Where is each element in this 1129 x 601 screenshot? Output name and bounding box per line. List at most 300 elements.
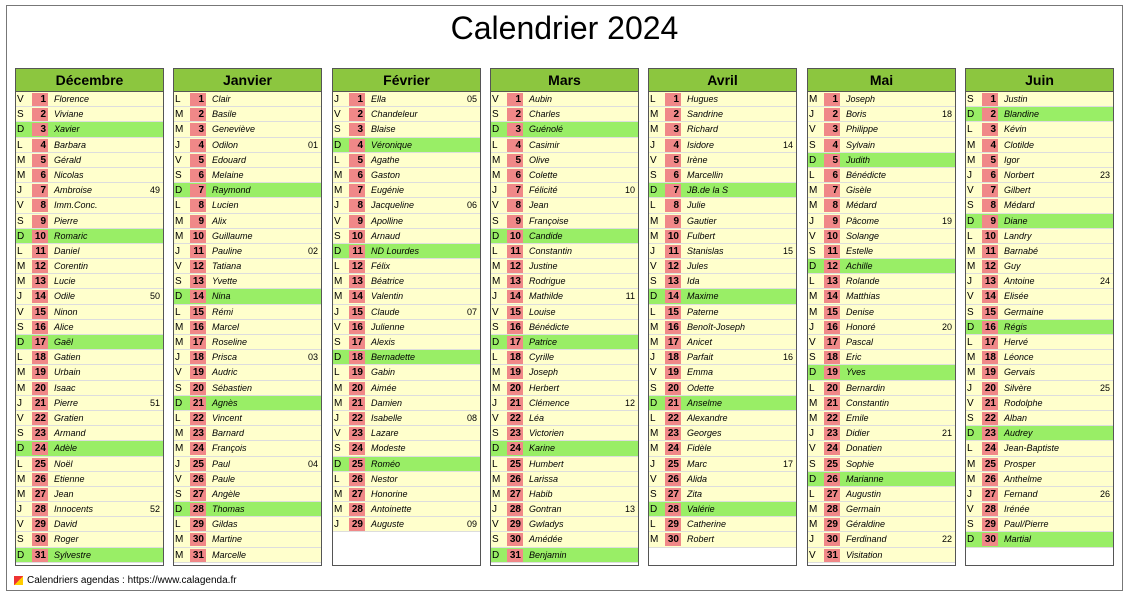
day-number: 5 bbox=[349, 154, 365, 167]
saint-name: Pascal bbox=[846, 337, 874, 347]
day-row bbox=[333, 426, 480, 441]
day-row bbox=[174, 198, 321, 213]
day-row bbox=[649, 396, 796, 411]
day-letter: S bbox=[967, 519, 974, 531]
saint-name: Stanislas bbox=[687, 245, 724, 256]
day-number: 4 bbox=[824, 139, 840, 152]
day-number: 7 bbox=[665, 184, 681, 197]
day-letter: S bbox=[809, 458, 816, 470]
day-row bbox=[16, 532, 163, 547]
saint-name: Patrice bbox=[529, 337, 558, 347]
day-row bbox=[649, 198, 796, 213]
day-letter: V bbox=[492, 200, 499, 212]
day-row bbox=[808, 244, 955, 259]
day-letter: J bbox=[175, 352, 180, 364]
footer[interactable] bbox=[14, 575, 237, 586]
day-letter: M bbox=[17, 473, 26, 485]
day-number: 16 bbox=[190, 321, 206, 334]
day-number: 28 bbox=[507, 503, 523, 516]
day-letter: D bbox=[17, 337, 25, 348]
saint-name: Félicité bbox=[529, 185, 558, 196]
day-row bbox=[966, 457, 1113, 472]
day-letter: D bbox=[17, 443, 25, 455]
day-number: 2 bbox=[190, 108, 206, 121]
day-number: 14 bbox=[190, 290, 206, 303]
saint-name: Gaston bbox=[371, 169, 401, 180]
day-letter: S bbox=[492, 534, 499, 546]
day-letter: M bbox=[650, 109, 659, 121]
day-letter: J bbox=[334, 200, 339, 212]
day-row bbox=[649, 229, 796, 244]
day-letter: M bbox=[650, 321, 659, 333]
day-letter: V bbox=[650, 154, 657, 166]
day-number: 18 bbox=[824, 351, 840, 364]
saint-name: Bernadette bbox=[371, 352, 416, 363]
day-number: 25 bbox=[507, 458, 523, 471]
day-number: 22 bbox=[665, 412, 681, 425]
day-letter: M bbox=[175, 428, 184, 440]
day-letter: S bbox=[175, 382, 182, 394]
day-row bbox=[174, 229, 321, 244]
day-row bbox=[491, 396, 638, 411]
saint-name: Cyrille bbox=[529, 352, 555, 363]
day-number: 10 bbox=[824, 230, 840, 243]
day-letter: L bbox=[175, 519, 181, 531]
day-number: 8 bbox=[190, 199, 206, 212]
day-letter: M bbox=[492, 367, 501, 379]
saint-name: Benjamin bbox=[529, 549, 567, 560]
day-letter: M bbox=[492, 154, 501, 166]
day-row bbox=[174, 244, 321, 259]
day-number: 23 bbox=[665, 427, 681, 440]
day-letter: V bbox=[809, 124, 816, 136]
saint-name: Etienne bbox=[54, 473, 85, 484]
saint-name: Guy bbox=[1004, 261, 1021, 272]
day-row bbox=[649, 487, 796, 502]
day-letter: L bbox=[175, 412, 181, 424]
month-header: Janvier bbox=[174, 69, 321, 92]
day-number: 10 bbox=[190, 230, 206, 243]
saint-name: Alida bbox=[687, 473, 708, 484]
day-letter: J bbox=[650, 352, 655, 364]
saint-name: Louise bbox=[529, 306, 556, 317]
day-number: 26 bbox=[190, 473, 206, 486]
day-number: 11 bbox=[507, 245, 523, 258]
day-row bbox=[174, 153, 321, 168]
day-number: 28 bbox=[982, 503, 998, 516]
day-letter: J bbox=[809, 321, 814, 333]
day-row bbox=[966, 335, 1113, 350]
day-number: 30 bbox=[665, 533, 681, 546]
day-letter: D bbox=[967, 534, 975, 546]
day-number: 1 bbox=[824, 93, 840, 106]
week-number: 50 bbox=[149, 291, 160, 302]
saint-name: Odile bbox=[54, 291, 76, 302]
saint-name: Barbara bbox=[54, 139, 87, 150]
day-row bbox=[966, 214, 1113, 229]
day-number: 27 bbox=[507, 488, 523, 501]
month-column bbox=[490, 68, 639, 566]
saint-name: Joseph bbox=[846, 94, 876, 104]
day-letter: M bbox=[967, 473, 976, 485]
day-number: 23 bbox=[982, 427, 998, 440]
day-letter: M bbox=[650, 215, 659, 227]
day-number: 13 bbox=[982, 275, 998, 288]
day-row bbox=[16, 335, 163, 350]
day-number: 29 bbox=[982, 518, 998, 531]
day-number: 17 bbox=[349, 336, 365, 349]
day-letter: D bbox=[650, 504, 658, 516]
day-row bbox=[966, 122, 1113, 137]
day-row bbox=[966, 381, 1113, 396]
day-letter: L bbox=[650, 200, 656, 212]
week-number: 03 bbox=[307, 352, 318, 363]
day-row bbox=[174, 487, 321, 502]
saint-name: Vincent bbox=[212, 412, 242, 423]
day-number: 23 bbox=[190, 427, 206, 440]
saint-name: Gisèle bbox=[846, 185, 872, 196]
day-number: 13 bbox=[190, 275, 206, 288]
day-number: 22 bbox=[507, 412, 523, 425]
saint-name: Constantin bbox=[529, 245, 573, 256]
saint-name: Visitation bbox=[846, 549, 883, 560]
day-number: 27 bbox=[32, 488, 48, 501]
day-row bbox=[966, 487, 1113, 502]
day-row bbox=[649, 244, 796, 259]
day-letter: L bbox=[175, 306, 181, 318]
day-letter: D bbox=[809, 367, 817, 379]
day-number: 16 bbox=[824, 321, 840, 334]
day-row bbox=[649, 441, 796, 456]
day-row bbox=[966, 259, 1113, 274]
day-row bbox=[174, 350, 321, 365]
day-number: 7 bbox=[507, 184, 523, 197]
saint-name: Sylvain bbox=[846, 139, 876, 150]
day-row bbox=[333, 259, 480, 274]
day-letter: S bbox=[17, 321, 24, 333]
saint-name: Odilon bbox=[212, 139, 239, 150]
footer-text[interactable]: Calendriers agendas : https://www.calagenda.fr bbox=[27, 575, 237, 586]
saint-name: Colette bbox=[529, 169, 558, 180]
day-row bbox=[16, 153, 163, 168]
day-number: 13 bbox=[665, 275, 681, 288]
day-number: 15 bbox=[32, 306, 48, 319]
day-row bbox=[174, 320, 321, 335]
saint-name: Bénédicte bbox=[846, 169, 887, 180]
day-row bbox=[808, 107, 955, 122]
day-number: 18 bbox=[665, 351, 681, 364]
day-number: 14 bbox=[824, 290, 840, 303]
day-number: 16 bbox=[349, 321, 365, 334]
saint-name: Adèle bbox=[54, 443, 78, 454]
day-number: 19 bbox=[982, 366, 998, 379]
day-row bbox=[333, 244, 480, 259]
day-letter: J bbox=[17, 185, 22, 197]
day-number: 17 bbox=[32, 336, 48, 349]
saint-name: Denise bbox=[846, 306, 875, 317]
day-number: 9 bbox=[507, 215, 523, 228]
page-title: Calendrier 2024 bbox=[450, 10, 679, 46]
day-letter: V bbox=[967, 397, 974, 409]
day-row bbox=[491, 214, 638, 229]
day-row bbox=[649, 168, 796, 183]
day-number: 30 bbox=[824, 533, 840, 546]
day-letter: L bbox=[809, 488, 815, 500]
day-letter: J bbox=[17, 397, 22, 409]
day-row bbox=[808, 502, 955, 517]
day-letter: M bbox=[492, 488, 501, 500]
day-row bbox=[491, 92, 638, 107]
day-number: 18 bbox=[190, 351, 206, 364]
day-number: 19 bbox=[349, 366, 365, 379]
day-letter: M bbox=[334, 169, 343, 181]
day-letter: J bbox=[334, 412, 339, 424]
day-number: 23 bbox=[349, 427, 365, 440]
day-letter: J bbox=[334, 94, 339, 105]
day-row bbox=[491, 244, 638, 259]
day-letter: V bbox=[334, 109, 341, 121]
week-number: 01 bbox=[307, 139, 318, 150]
day-number: 16 bbox=[982, 321, 998, 334]
saint-name: Xavier bbox=[54, 124, 80, 135]
saint-name: Prisca bbox=[212, 352, 238, 363]
day-number: 25 bbox=[349, 458, 365, 471]
day-number: 26 bbox=[349, 473, 365, 486]
day-row bbox=[333, 198, 480, 213]
day-number: 26 bbox=[982, 473, 998, 486]
day-letter: V bbox=[334, 321, 341, 333]
day-row bbox=[174, 411, 321, 426]
day-letter: D bbox=[175, 397, 183, 409]
saint-name: Larissa bbox=[529, 473, 559, 484]
day-row bbox=[966, 289, 1113, 304]
day-number: 17 bbox=[665, 336, 681, 349]
day-number: 20 bbox=[507, 382, 523, 395]
day-row bbox=[808, 532, 955, 547]
day-letter: J bbox=[809, 215, 814, 227]
day-row bbox=[333, 92, 480, 107]
day-letter: S bbox=[967, 200, 974, 212]
day-row bbox=[174, 168, 321, 183]
day-number: 2 bbox=[507, 108, 523, 121]
day-letter: D bbox=[492, 549, 500, 561]
day-number: 4 bbox=[190, 139, 206, 152]
day-number: 21 bbox=[349, 397, 365, 410]
saint-name: Zita bbox=[687, 488, 703, 499]
day-number: 3 bbox=[982, 123, 998, 136]
day-number: 10 bbox=[32, 230, 48, 243]
day-row bbox=[333, 153, 480, 168]
day-row bbox=[808, 472, 955, 487]
day-row bbox=[491, 335, 638, 350]
saint-name: Nicolas bbox=[54, 169, 84, 180]
day-row bbox=[333, 107, 480, 122]
week-number: 04 bbox=[307, 458, 318, 469]
day-letter: J bbox=[809, 109, 814, 121]
day-number: 10 bbox=[507, 230, 523, 243]
day-number: 27 bbox=[982, 488, 998, 501]
day-letter: L bbox=[17, 139, 23, 151]
day-letter: V bbox=[334, 428, 341, 440]
day-row bbox=[649, 365, 796, 380]
day-number: 23 bbox=[507, 427, 523, 440]
day-letter: M bbox=[650, 230, 659, 242]
saint-name: Marcellin bbox=[687, 169, 724, 180]
day-row bbox=[333, 214, 480, 229]
day-row bbox=[808, 426, 955, 441]
day-row bbox=[808, 274, 955, 289]
day-row bbox=[649, 305, 796, 320]
day-row bbox=[491, 426, 638, 441]
day-row bbox=[333, 396, 480, 411]
saint-name: Bénédicte bbox=[529, 321, 570, 332]
saint-name: Marianne bbox=[846, 473, 884, 484]
day-letter: M bbox=[492, 261, 501, 273]
saint-name: Alexandre bbox=[687, 412, 728, 423]
day-letter: L bbox=[175, 94, 181, 105]
day-letter: D bbox=[809, 154, 817, 166]
day-number: 1 bbox=[190, 93, 206, 106]
day-number: 6 bbox=[824, 169, 840, 182]
day-row bbox=[333, 472, 480, 487]
saint-name: Rolande bbox=[846, 276, 880, 287]
day-number: 9 bbox=[665, 215, 681, 228]
day-letter: M bbox=[967, 367, 976, 379]
day-row bbox=[491, 502, 638, 517]
day-row bbox=[649, 426, 796, 441]
day-number: 8 bbox=[507, 199, 523, 212]
day-number: 13 bbox=[824, 275, 840, 288]
saint-name: Solange bbox=[846, 230, 880, 241]
day-number: 29 bbox=[349, 518, 365, 531]
saint-name: Olive bbox=[529, 154, 550, 165]
day-number: 5 bbox=[665, 154, 681, 167]
day-row bbox=[333, 487, 480, 502]
day-row bbox=[333, 122, 480, 137]
day-letter: D bbox=[967, 109, 975, 121]
month-column bbox=[965, 68, 1114, 566]
saint-name: Gérald bbox=[54, 154, 82, 165]
day-letter: D bbox=[967, 215, 975, 227]
day-number: 13 bbox=[32, 275, 48, 288]
day-number: 25 bbox=[190, 458, 206, 471]
day-row bbox=[491, 274, 638, 289]
day-row bbox=[333, 457, 480, 472]
day-letter: M bbox=[967, 261, 976, 273]
day-letter: D bbox=[650, 291, 658, 303]
day-row bbox=[966, 517, 1113, 532]
day-number: 12 bbox=[507, 260, 523, 273]
saint-name: Blandine bbox=[1004, 109, 1040, 120]
day-letter: M bbox=[175, 534, 184, 546]
day-letter: V bbox=[809, 337, 816, 348]
day-number: 29 bbox=[507, 518, 523, 531]
day-number: 3 bbox=[32, 123, 48, 136]
day-row bbox=[333, 517, 480, 532]
day-row bbox=[649, 381, 796, 396]
saint-name: Modeste bbox=[371, 443, 406, 454]
day-letter: S bbox=[17, 534, 24, 546]
day-row bbox=[966, 198, 1113, 213]
day-letter: S bbox=[17, 428, 24, 440]
day-number: 30 bbox=[507, 533, 523, 546]
day-number: 14 bbox=[982, 290, 998, 303]
day-letter: V bbox=[175, 261, 182, 273]
day-letter: D bbox=[334, 352, 342, 364]
saint-name: Aubin bbox=[529, 94, 553, 104]
saint-name: Léa bbox=[529, 412, 545, 423]
day-letter: M bbox=[17, 154, 26, 166]
day-row bbox=[16, 168, 163, 183]
saint-name: Auguste bbox=[371, 519, 405, 530]
day-number: 24 bbox=[190, 442, 206, 455]
day-row bbox=[491, 289, 638, 304]
day-row bbox=[174, 548, 321, 563]
day-row bbox=[966, 107, 1113, 122]
saint-name: Constantin bbox=[846, 397, 890, 408]
week-number: 11 bbox=[625, 291, 635, 302]
day-row bbox=[16, 122, 163, 137]
day-letter: L bbox=[334, 154, 340, 166]
week-number: 23 bbox=[1099, 169, 1110, 180]
day-letter: J bbox=[175, 139, 180, 151]
saint-name: Habib bbox=[529, 488, 553, 499]
day-letter: S bbox=[650, 169, 657, 181]
saint-name: Hugues bbox=[687, 94, 719, 104]
saint-name: Romaric bbox=[54, 230, 88, 241]
saint-name: Sandrine bbox=[687, 109, 724, 120]
saint-name: Clotilde bbox=[1004, 139, 1035, 150]
saint-name: Donatien bbox=[846, 443, 883, 454]
saint-name: Augustin bbox=[846, 488, 882, 499]
day-row bbox=[649, 289, 796, 304]
day-letter: M bbox=[334, 397, 343, 409]
saint-name: Innocents bbox=[54, 504, 94, 515]
day-row bbox=[649, 517, 796, 532]
saint-name: Pierre bbox=[54, 397, 79, 408]
day-letter: S bbox=[967, 412, 974, 424]
day-number: 1 bbox=[982, 93, 998, 106]
day-row bbox=[808, 411, 955, 426]
week-number: 16 bbox=[782, 352, 793, 363]
calagenda-logo-icon bbox=[14, 576, 23, 585]
day-number: 3 bbox=[349, 123, 365, 136]
day-letter: V bbox=[809, 443, 816, 455]
day-letter: S bbox=[17, 109, 24, 121]
day-letter: S bbox=[809, 352, 816, 364]
day-number: 6 bbox=[665, 169, 681, 182]
saint-name: Candide bbox=[529, 230, 563, 241]
month-column bbox=[332, 68, 481, 566]
day-letter: M bbox=[175, 549, 184, 561]
month-header: Février bbox=[333, 69, 480, 92]
day-row bbox=[333, 502, 480, 517]
day-number: 4 bbox=[349, 139, 365, 152]
saint-name: Barnard bbox=[212, 428, 245, 439]
day-row bbox=[174, 517, 321, 532]
day-number: 26 bbox=[824, 473, 840, 486]
day-number: 3 bbox=[824, 123, 840, 136]
day-row bbox=[174, 335, 321, 350]
day-letter: J bbox=[492, 397, 497, 409]
saint-name: Melaine bbox=[212, 169, 244, 180]
day-letter: V bbox=[17, 200, 24, 212]
day-row bbox=[16, 92, 163, 107]
day-row bbox=[808, 198, 955, 213]
day-row bbox=[16, 517, 163, 532]
saint-name: Germaine bbox=[1004, 306, 1044, 317]
day-row bbox=[808, 289, 955, 304]
